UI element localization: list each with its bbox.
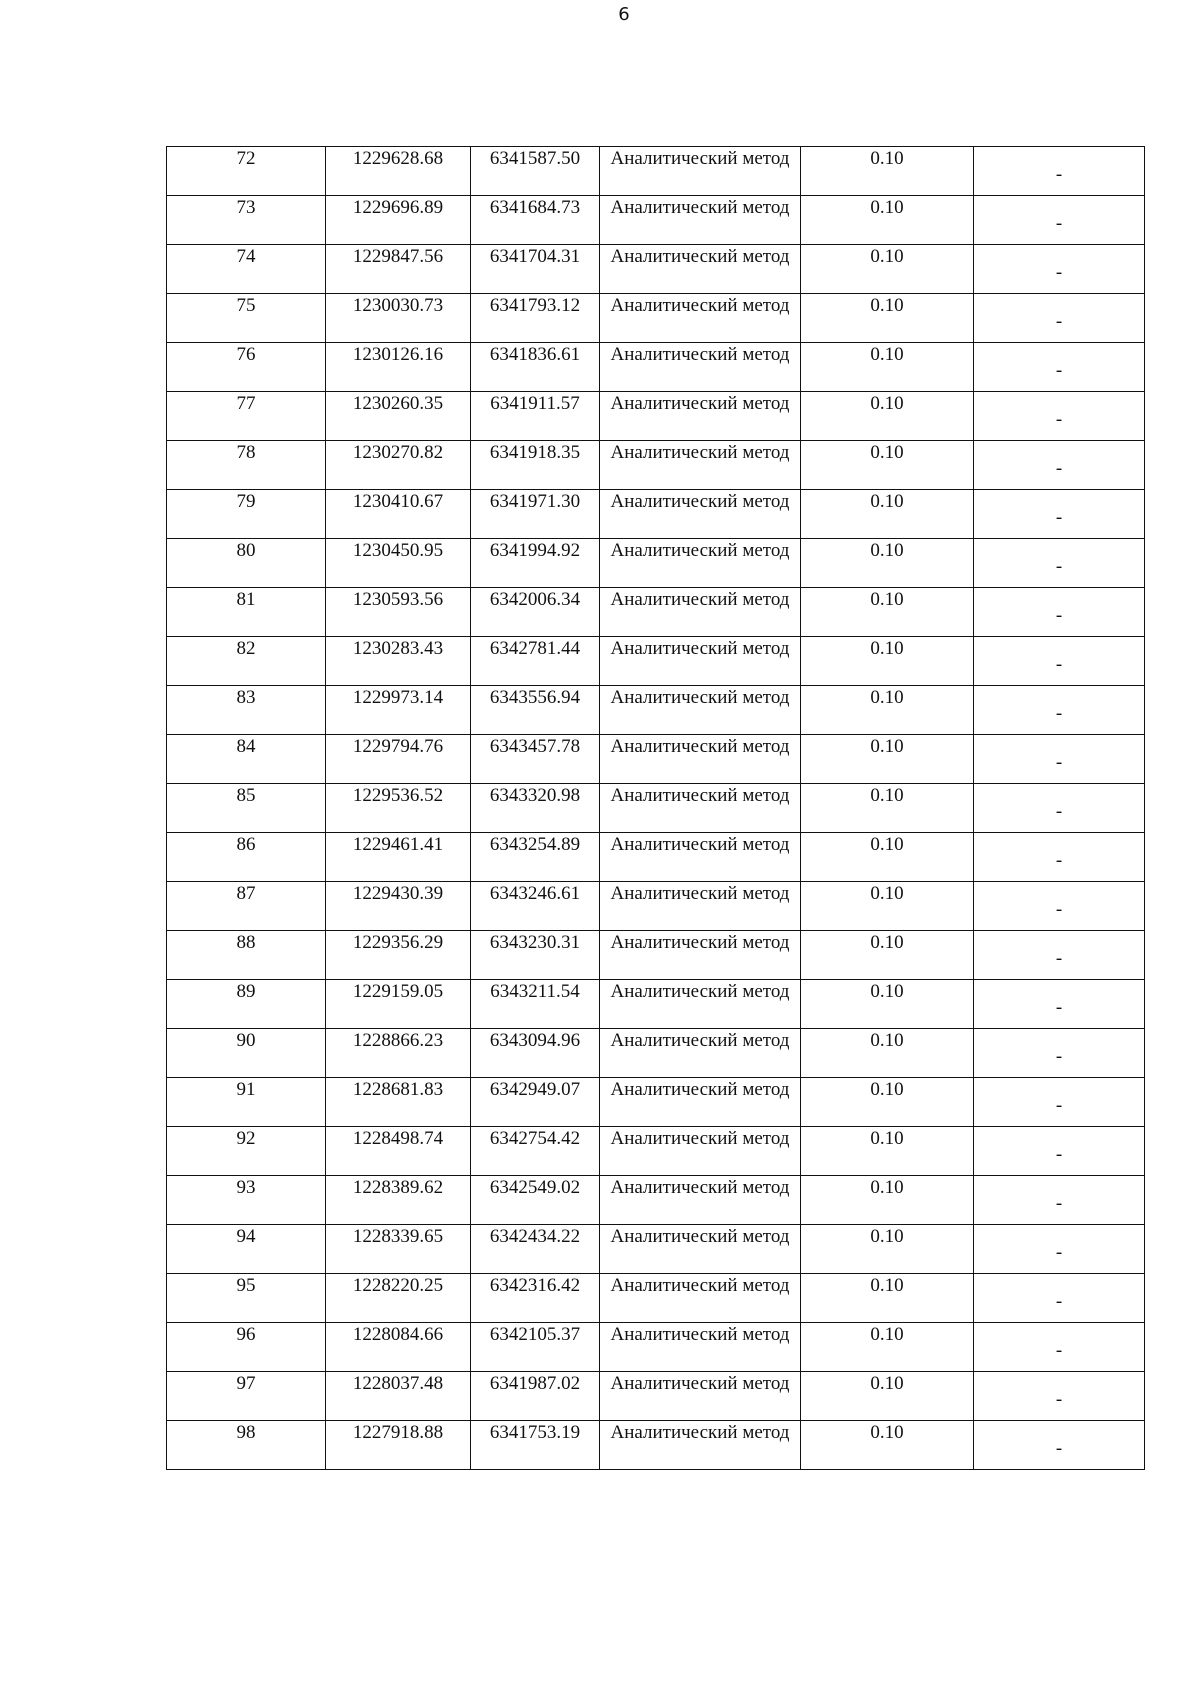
method-cell: Аналитический метод <box>600 441 801 490</box>
point-number-cell: 96 <box>167 1323 326 1372</box>
method-cell: Аналитический метод <box>600 392 801 441</box>
method-cell: Аналитический метод <box>600 490 801 539</box>
description-cell: - <box>974 245 1145 294</box>
x-coordinate-cell: 1228037.48 <box>326 1372 471 1421</box>
point-number-cell: 73 <box>167 196 326 245</box>
y-coordinate-cell: 6343556.94 <box>471 686 600 735</box>
method-cell: Аналитический метод <box>600 1176 801 1225</box>
point-number-cell: 94 <box>167 1225 326 1274</box>
x-coordinate-cell: 1230126.16 <box>326 343 471 392</box>
method-cell: Аналитический метод <box>600 1372 801 1421</box>
accuracy-cell: 0.10 <box>801 980 974 1029</box>
x-coordinate-cell: 1228866.23 <box>326 1029 471 1078</box>
point-number-cell: 89 <box>167 980 326 1029</box>
description-cell: - <box>974 1176 1145 1225</box>
description-cell: - <box>974 490 1145 539</box>
table-row <box>167 882 1145 931</box>
table-row <box>167 686 1145 735</box>
accuracy-cell: 0.10 <box>801 1372 974 1421</box>
accuracy-cell: 0.10 <box>801 1274 974 1323</box>
point-number-cell: 85 <box>167 784 326 833</box>
y-coordinate-cell: 6342781.44 <box>471 637 600 686</box>
point-number-cell: 78 <box>167 441 326 490</box>
accuracy-cell: 0.10 <box>801 539 974 588</box>
x-coordinate-cell: 1230270.82 <box>326 441 471 490</box>
x-coordinate-cell: 1227918.88 <box>326 1421 471 1470</box>
x-coordinate-cell: 1229430.39 <box>326 882 471 931</box>
table-row <box>167 490 1145 539</box>
y-coordinate-cell: 6343246.61 <box>471 882 600 931</box>
method-cell: Аналитический метод <box>600 1225 801 1274</box>
point-number-cell: 92 <box>167 1127 326 1176</box>
x-coordinate-cell: 1230450.95 <box>326 539 471 588</box>
table-row <box>167 784 1145 833</box>
description-cell: - <box>974 931 1145 980</box>
description-cell: - <box>974 1323 1145 1372</box>
method-cell: Аналитический метод <box>600 637 801 686</box>
method-cell: Аналитический метод <box>600 245 801 294</box>
method-cell: Аналитический метод <box>600 931 801 980</box>
accuracy-cell: 0.10 <box>801 1176 974 1225</box>
accuracy-cell: 0.10 <box>801 1421 974 1470</box>
point-number-cell: 86 <box>167 833 326 882</box>
description-cell: - <box>974 637 1145 686</box>
table-row <box>167 441 1145 490</box>
table-row <box>167 1225 1145 1274</box>
table-row <box>167 1176 1145 1225</box>
point-number-cell: 90 <box>167 1029 326 1078</box>
x-coordinate-cell: 1229847.56 <box>326 245 471 294</box>
method-cell: Аналитический метод <box>600 686 801 735</box>
point-number-cell: 75 <box>167 294 326 343</box>
table-row <box>167 196 1145 245</box>
x-coordinate-cell: 1229628.68 <box>326 147 471 196</box>
y-coordinate-cell: 6343094.96 <box>471 1029 600 1078</box>
accuracy-cell: 0.10 <box>801 294 974 343</box>
method-cell: Аналитический метод <box>600 196 801 245</box>
method-cell: Аналитический метод <box>600 1323 801 1372</box>
description-cell: - <box>974 441 1145 490</box>
description-cell: - <box>974 588 1145 637</box>
y-coordinate-cell: 6343230.31 <box>471 931 600 980</box>
page-number: 6 <box>618 4 630 25</box>
accuracy-cell: 0.10 <box>801 490 974 539</box>
description-cell: - <box>974 1274 1145 1323</box>
accuracy-cell: 0.10 <box>801 1078 974 1127</box>
table-row <box>167 833 1145 882</box>
method-cell: Аналитический метод <box>600 147 801 196</box>
x-coordinate-cell: 1228339.65 <box>326 1225 471 1274</box>
table-row <box>167 1372 1145 1421</box>
accuracy-cell: 0.10 <box>801 882 974 931</box>
accuracy-cell: 0.10 <box>801 1323 974 1372</box>
point-number-cell: 81 <box>167 588 326 637</box>
y-coordinate-cell: 6341753.19 <box>471 1421 600 1470</box>
y-coordinate-cell: 6341587.50 <box>471 147 600 196</box>
y-coordinate-cell: 6341918.35 <box>471 441 600 490</box>
method-cell: Аналитический метод <box>600 735 801 784</box>
y-coordinate-cell: 6342549.02 <box>471 1176 600 1225</box>
description-cell: - <box>974 735 1145 784</box>
accuracy-cell: 0.10 <box>801 245 974 294</box>
description-cell: - <box>974 539 1145 588</box>
point-number-cell: 83 <box>167 686 326 735</box>
point-number-cell: 88 <box>167 931 326 980</box>
description-cell: - <box>974 686 1145 735</box>
y-coordinate-cell: 6342434.22 <box>471 1225 600 1274</box>
point-number-cell: 97 <box>167 1372 326 1421</box>
y-coordinate-cell: 6342006.34 <box>471 588 600 637</box>
method-cell: Аналитический метод <box>600 980 801 1029</box>
point-number-cell: 98 <box>167 1421 326 1470</box>
accuracy-cell: 0.10 <box>801 196 974 245</box>
y-coordinate-cell: 6343457.78 <box>471 735 600 784</box>
table-row <box>167 539 1145 588</box>
point-number-cell: 76 <box>167 343 326 392</box>
x-coordinate-cell: 1229536.52 <box>326 784 471 833</box>
accuracy-cell: 0.10 <box>801 147 974 196</box>
y-coordinate-cell: 6343254.89 <box>471 833 600 882</box>
x-coordinate-cell: 1229159.05 <box>326 980 471 1029</box>
point-number-cell: 84 <box>167 735 326 784</box>
table-row <box>167 147 1145 196</box>
x-coordinate-cell: 1228084.66 <box>326 1323 471 1372</box>
accuracy-cell: 0.10 <box>801 637 974 686</box>
method-cell: Аналитический метод <box>600 833 801 882</box>
table-row <box>167 588 1145 637</box>
table-row <box>167 1127 1145 1176</box>
point-number-cell: 79 <box>167 490 326 539</box>
accuracy-cell: 0.10 <box>801 833 974 882</box>
description-cell: - <box>974 1372 1145 1421</box>
x-coordinate-cell: 1229973.14 <box>326 686 471 735</box>
description-cell: - <box>974 343 1145 392</box>
description-cell: - <box>974 1029 1145 1078</box>
y-coordinate-cell: 6341987.02 <box>471 1372 600 1421</box>
description-cell: - <box>974 1421 1145 1470</box>
description-cell: - <box>974 1225 1145 1274</box>
y-coordinate-cell: 6342316.42 <box>471 1274 600 1323</box>
point-number-cell: 87 <box>167 882 326 931</box>
x-coordinate-cell: 1230593.56 <box>326 588 471 637</box>
accuracy-cell: 0.10 <box>801 784 974 833</box>
coordinates-table-body <box>167 147 1145 1470</box>
method-cell: Аналитический метод <box>600 1421 801 1470</box>
method-cell: Аналитический метод <box>600 882 801 931</box>
description-cell: - <box>974 392 1145 441</box>
description-cell: - <box>974 1127 1145 1176</box>
description-cell: - <box>974 784 1145 833</box>
point-number-cell: 74 <box>167 245 326 294</box>
table-row <box>167 637 1145 686</box>
table-row <box>167 294 1145 343</box>
point-number-cell: 91 <box>167 1078 326 1127</box>
y-coordinate-cell: 6342105.37 <box>471 1323 600 1372</box>
description-cell: - <box>974 833 1145 882</box>
point-number-cell: 72 <box>167 147 326 196</box>
y-coordinate-cell: 6341836.61 <box>471 343 600 392</box>
x-coordinate-cell: 1228220.25 <box>326 1274 471 1323</box>
x-coordinate-cell: 1229794.76 <box>326 735 471 784</box>
y-coordinate-cell: 6342754.42 <box>471 1127 600 1176</box>
method-cell: Аналитический метод <box>600 1029 801 1078</box>
y-coordinate-cell: 6343320.98 <box>471 784 600 833</box>
method-cell: Аналитический метод <box>600 294 801 343</box>
table-row <box>167 1274 1145 1323</box>
point-number-cell: 77 <box>167 392 326 441</box>
x-coordinate-cell: 1229461.41 <box>326 833 471 882</box>
description-cell: - <box>974 294 1145 343</box>
description-cell: - <box>974 147 1145 196</box>
x-coordinate-cell: 1228681.83 <box>326 1078 471 1127</box>
accuracy-cell: 0.10 <box>801 1029 974 1078</box>
accuracy-cell: 0.10 <box>801 735 974 784</box>
x-coordinate-cell: 1229356.29 <box>326 931 471 980</box>
coordinates-table <box>166 146 1145 1470</box>
accuracy-cell: 0.10 <box>801 441 974 490</box>
point-number-cell: 93 <box>167 1176 326 1225</box>
x-coordinate-cell: 1229696.89 <box>326 196 471 245</box>
accuracy-cell: 0.10 <box>801 686 974 735</box>
table-row <box>167 392 1145 441</box>
accuracy-cell: 0.10 <box>801 931 974 980</box>
table-row <box>167 1029 1145 1078</box>
method-cell: Аналитический метод <box>600 1078 801 1127</box>
table-row <box>167 343 1145 392</box>
y-coordinate-cell: 6341793.12 <box>471 294 600 343</box>
method-cell: Аналитический метод <box>600 343 801 392</box>
x-coordinate-cell: 1228498.74 <box>326 1127 471 1176</box>
method-cell: Аналитический метод <box>600 588 801 637</box>
point-number-cell: 82 <box>167 637 326 686</box>
y-coordinate-cell: 6341911.57 <box>471 392 600 441</box>
x-coordinate-cell: 1230030.73 <box>326 294 471 343</box>
description-cell: - <box>974 196 1145 245</box>
table-row <box>167 735 1145 784</box>
accuracy-cell: 0.10 <box>801 392 974 441</box>
table-row <box>167 931 1145 980</box>
description-cell: - <box>974 1078 1145 1127</box>
method-cell: Аналитический метод <box>600 539 801 588</box>
accuracy-cell: 0.10 <box>801 343 974 392</box>
x-coordinate-cell: 1230283.43 <box>326 637 471 686</box>
y-coordinate-cell: 6343211.54 <box>471 980 600 1029</box>
table-row <box>167 980 1145 1029</box>
description-cell: - <box>974 980 1145 1029</box>
accuracy-cell: 0.10 <box>801 588 974 637</box>
table-row <box>167 1323 1145 1372</box>
method-cell: Аналитический метод <box>600 1127 801 1176</box>
method-cell: Аналитический метод <box>600 1274 801 1323</box>
point-number-cell: 95 <box>167 1274 326 1323</box>
method-cell: Аналитический метод <box>600 784 801 833</box>
table-row <box>167 1421 1145 1470</box>
x-coordinate-cell: 1228389.62 <box>326 1176 471 1225</box>
y-coordinate-cell: 6341971.30 <box>471 490 600 539</box>
y-coordinate-cell: 6341684.73 <box>471 196 600 245</box>
point-number-cell: 80 <box>167 539 326 588</box>
x-coordinate-cell: 1230260.35 <box>326 392 471 441</box>
y-coordinate-cell: 6342949.07 <box>471 1078 600 1127</box>
accuracy-cell: 0.10 <box>801 1225 974 1274</box>
y-coordinate-cell: 6341994.92 <box>471 539 600 588</box>
y-coordinate-cell: 6341704.31 <box>471 245 600 294</box>
table-row <box>167 245 1145 294</box>
description-cell: - <box>974 882 1145 931</box>
accuracy-cell: 0.10 <box>801 1127 974 1176</box>
x-coordinate-cell: 1230410.67 <box>326 490 471 539</box>
table-row <box>167 1078 1145 1127</box>
